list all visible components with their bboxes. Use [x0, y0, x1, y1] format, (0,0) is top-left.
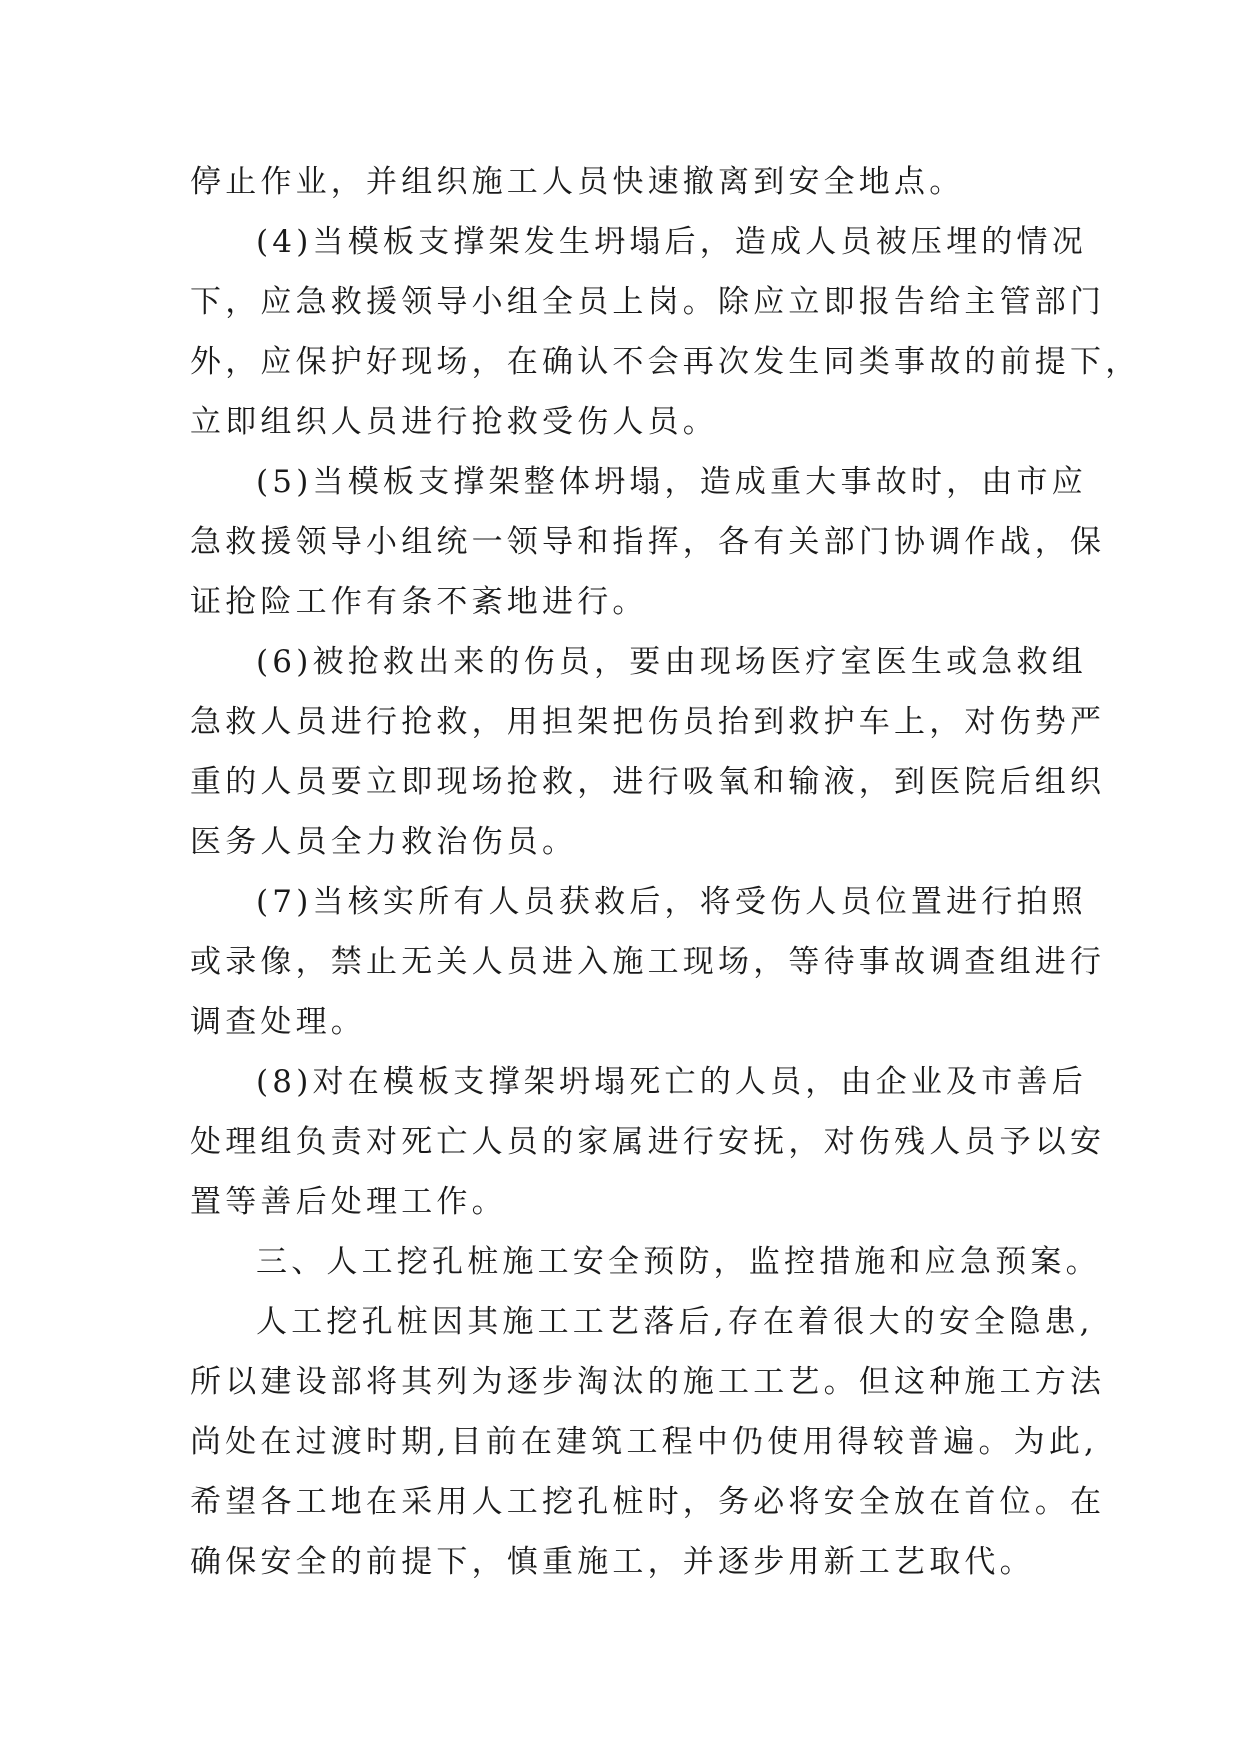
text-line: 人工挖孔桩因其施工工艺落后,存在着很大的安全隐患, — [256, 1304, 1094, 1340]
text-line: (4)当模板支撑架发生坍塌后，造成人员被压埋的情况 — [256, 224, 1087, 260]
section-heading: 三、人工挖孔桩施工安全预防，监控措施和应急预案。 — [256, 1244, 1101, 1280]
text-line: 下，应急救援领导小组全员上岗。除应立即报告给主管部门 — [190, 284, 1106, 320]
text-line: 外，应保护好现场，在确认不会再次发生同类事故的前提下， — [190, 344, 1141, 380]
body-text — [190, 152, 1141, 1592]
text-line: 停止作业，并组织施工人员快速撤离到安全地点。 — [190, 164, 965, 200]
text-line: 确保安全的前提下，慎重施工，并逐步用新工艺取代。 — [190, 1544, 1035, 1580]
text-line: 重的人员要立即现场抢救，进行吸氧和输液，到医院后组织 — [190, 764, 1106, 800]
text-line: 医务人员全力救治伤员。 — [190, 824, 578, 860]
text-line: 所以建设部将其列为逐步淘汰的施工工艺。但这种施工方法 — [190, 1364, 1106, 1400]
text-line: 急救援领导小组统一领导和指挥，各有关部门协调作战，保 — [190, 524, 1106, 560]
text-line: 立即组织人员进行抢救受伤人员。 — [190, 404, 718, 440]
text-line: (5)当模板支撑架整体坍塌，造成重大事故时，由市应 — [256, 464, 1087, 500]
text-line: (6)被抢救出来的伤员，要由现场医疗室医生或急救组 — [256, 644, 1087, 680]
text-line: 处理组负责对死亡人员的家属进行安抚，对伤残人员予以安 — [190, 1124, 1106, 1160]
text-line: 急救人员进行抢救，用担架把伤员抬到救护车上，对伤势严 — [190, 704, 1106, 740]
text-line: 置等善后处理工作。 — [190, 1184, 507, 1220]
text-line: (7)当核实所有人员获救后，将受伤人员位置进行拍照 — [256, 884, 1087, 920]
text-line: (8)对在模板支撑架坍塌死亡的人员，由企业及市善后 — [256, 1064, 1087, 1100]
text-line: 尚处在过渡时期,目前在建筑工程中仍使用得较普遍。为此, — [190, 1424, 1099, 1460]
text-line: 或录像，禁止无关人员进入施工现场，等待事故调查组进行 — [190, 944, 1106, 980]
text-line: 证抢险工作有条不紊地进行。 — [190, 584, 648, 620]
text-line: 调查处理。 — [190, 1004, 366, 1040]
text-line: 希望各工地在采用人工挖孔桩时，务必将安全放在首位。在 — [190, 1484, 1106, 1520]
